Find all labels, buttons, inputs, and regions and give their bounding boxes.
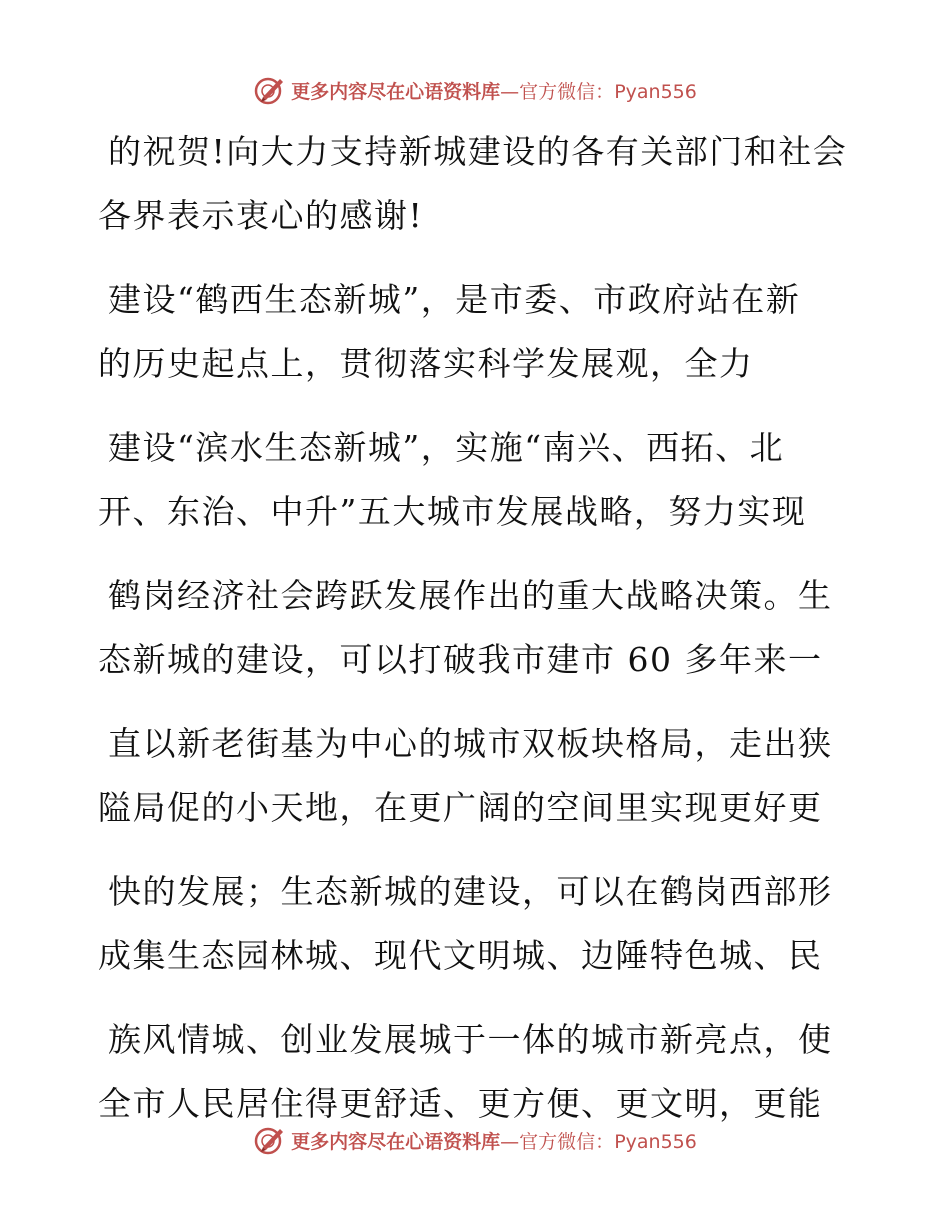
watermark-brand: 更多内容尽在心语资料库 — [291, 1130, 501, 1153]
text-line: 成集生态园林城、现代文明城、边陲特色城、民 — [98, 936, 823, 975]
watermark-text — [291, 1127, 697, 1154]
pen-logo-icon — [253, 1123, 287, 1157]
paragraph — [98, 268, 858, 396]
pen-logo-icon — [253, 73, 287, 107]
watermark-account-label: 官方微信： — [519, 1130, 615, 1153]
text-line: 各界表示衷心的感谢! — [98, 196, 424, 235]
document-body — [98, 120, 858, 1156]
text-line: 鹤岗经济社会跨跃发展作出的重大战略决策。生 — [108, 576, 833, 615]
watermark-text — [291, 77, 697, 104]
text-line: 建设“滨水生态新城”，实施“南兴、西拓、北 — [108, 428, 785, 467]
text-line: 隘局促的小天地，在更广阔的空间里实现更好更 — [98, 788, 823, 827]
watermark-brand: 更多内容尽在心语资料库 — [291, 80, 501, 103]
paragraph — [98, 564, 858, 692]
text-line: 快的发展；生态新城的建设，可以在鹤岗西部形 — [108, 872, 833, 911]
watermark-account-id: Pyan556 — [614, 80, 697, 103]
paragraph — [98, 416, 858, 544]
watermark-account-id: Pyan556 — [614, 1130, 697, 1153]
watermark-separator: — — [500, 1130, 520, 1153]
paragraph — [98, 120, 858, 248]
text-line: 直以新老街基为中心的城市双板块格局，走出狭 — [108, 724, 833, 763]
text-line: 族风情城、创业发展城于一体的城市新亮点，使 — [108, 1020, 833, 1059]
header-watermark-banner — [0, 70, 950, 110]
footer-watermark-banner — [0, 1120, 950, 1160]
text-line: 的祝贺!向大力支持新城建设的各有关部门和社会 — [108, 132, 848, 171]
paragraph — [98, 1008, 858, 1136]
text-line: 态新城的建设，可以打破我市建市 60 多年来一 — [98, 640, 823, 679]
watermark-separator: — — [500, 80, 520, 103]
text-line: 开、东治、中升”五大城市发展战略，努力实现 — [98, 492, 807, 531]
text-line: 的历史起点上，贯彻落实科学发展观，全力 — [98, 344, 754, 383]
text-line: 建设“鹤西生态新城”，是市委、市政府站在新 — [108, 280, 801, 319]
text-line: 全市人民居住得更舒适、更方便、更文明，更能 — [98, 1084, 823, 1123]
paragraph — [98, 712, 858, 840]
watermark-account-label: 官方微信： — [519, 80, 615, 103]
paragraph — [98, 860, 858, 988]
